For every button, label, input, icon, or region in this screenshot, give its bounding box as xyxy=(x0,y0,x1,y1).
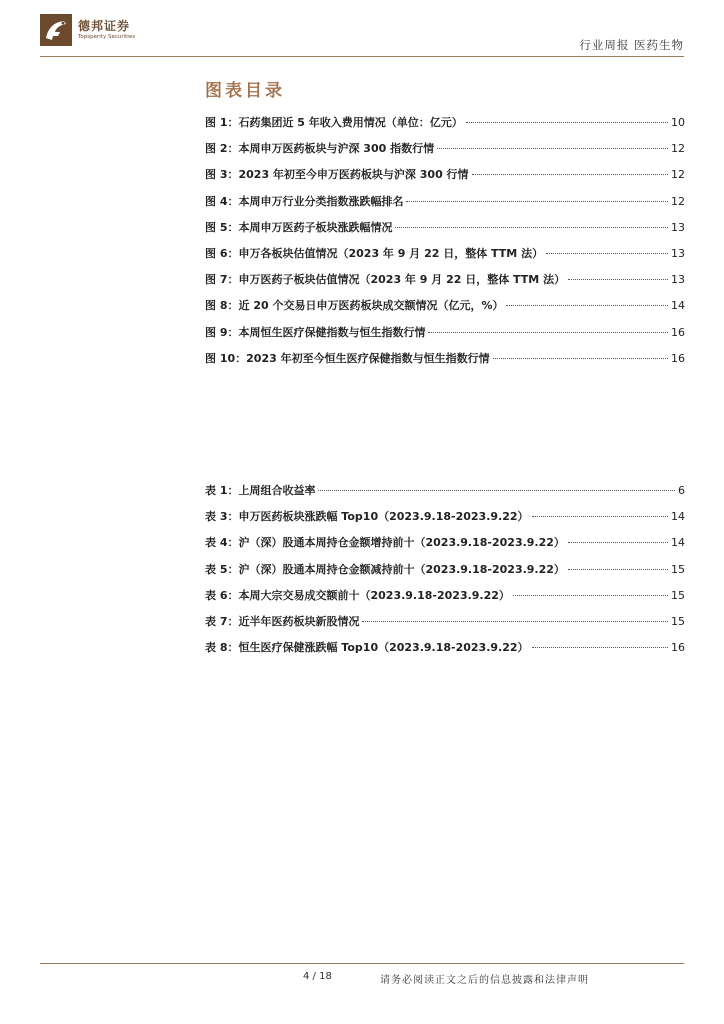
toc-label: 表 6：本周大宗交易成交额前十（2023.9.18-2023.9.22） xyxy=(205,588,510,602)
toc-entry-figure-3[interactable] xyxy=(205,166,685,192)
toc-entry-figure-4[interactable] xyxy=(205,193,685,219)
logo-text-cn: 德邦证券 xyxy=(78,19,131,33)
page-number: 4 / 18 xyxy=(303,971,332,982)
logo-text-en: Topsperity Securities xyxy=(78,34,136,40)
toc-entry-figure-6[interactable] xyxy=(205,245,685,271)
toc-page-number: 16 xyxy=(671,325,685,339)
footer-divider xyxy=(40,963,684,964)
toc-leader xyxy=(546,253,668,254)
toc-page-number: 10 xyxy=(671,116,685,129)
toc-label: 表 4：沪（深）股通本周持仓金额增持前十（2023.9.18-2023.9.22） xyxy=(205,536,565,550)
toc-leader xyxy=(568,569,668,570)
toc-entry-figure-9[interactable] xyxy=(205,324,685,350)
disclaimer-note: 请务必阅读正文之后的信息披露和法律声明 xyxy=(380,975,589,986)
toc-entry-figure-7[interactable] xyxy=(205,271,685,297)
toc-leader xyxy=(493,358,668,359)
toc-label: 图 2：本周申万医药板块与沪深 300 指数行情 xyxy=(205,142,435,156)
toc-label: 表 7：近半年医药板块新股情况 xyxy=(205,614,360,628)
toc-leader xyxy=(532,647,668,648)
toc-leader xyxy=(406,201,668,202)
toc-label: 表 8：恒生医疗保健涨跌幅 Top10（2023.9.18-2023.9.22） xyxy=(205,641,529,655)
toc-label: 表 3：申万医药板块涨跌幅 Top10（2023.9.18-2023.9.22） xyxy=(205,510,529,524)
toc-page-number: 6 xyxy=(678,484,685,497)
toc-entry-table-7[interactable] xyxy=(205,613,685,639)
table-list xyxy=(205,482,685,665)
toc-label: 图 7：申万医药子板块估值情况（2023 年 9 月 22 日，整体 TTM 法） xyxy=(205,273,566,287)
toc-page-number: 14 xyxy=(671,510,685,524)
toc-label: 表 1：上周组合收益率 xyxy=(205,484,316,497)
toc-label: 图 3：2023 年初至今申万医药板块与沪深 300 行情 xyxy=(205,168,469,182)
toc-label: 图 9：本周恒生医疗保健指数与恒生指数行情 xyxy=(205,325,426,339)
toc-entry-figure-2[interactable] xyxy=(205,140,685,166)
toc-page-number: 14 xyxy=(671,536,685,550)
figure-list xyxy=(205,114,685,376)
toc-label: 图 8：近 20 个交易日申万医药板块成交额情况（亿元，%） xyxy=(205,299,504,313)
toc-leader xyxy=(513,595,668,596)
toc-page-number: 15 xyxy=(671,614,685,628)
toc-leader xyxy=(506,305,668,306)
toc-entry-figure-10[interactable] xyxy=(205,350,685,376)
toc-entry-figure-1[interactable] xyxy=(205,114,685,140)
toc-label: 图 6：申万各板块估值情况（2023 年 9 月 22 日，整体 TTM 法） xyxy=(205,246,544,260)
toc-leader xyxy=(568,542,668,543)
toc-page-number: 16 xyxy=(671,641,685,655)
company-logo xyxy=(40,14,160,48)
toc-page-number: 12 xyxy=(671,142,685,156)
toc-leader xyxy=(472,174,668,175)
toc-label: 图 10：2023 年初至今恒生医疗保健指数与恒生指数行情 xyxy=(205,351,490,365)
toc-page-number: 15 xyxy=(671,562,685,576)
toc-leader xyxy=(532,516,668,517)
toc-entry-table-6[interactable] xyxy=(205,587,685,613)
toc-entry-table-8[interactable] xyxy=(205,639,685,665)
toc-label: 图 4：本周申万行业分类指数涨跌幅排名 xyxy=(205,194,404,208)
toc-leader xyxy=(568,279,668,280)
toc-entry-figure-8[interactable] xyxy=(205,297,685,323)
toc-title: 图表目录 xyxy=(205,81,285,101)
toc-page-number: 12 xyxy=(671,194,685,208)
report-category: 行业周报 医药生物 xyxy=(579,38,684,52)
toc-entry-figure-5[interactable] xyxy=(205,219,685,245)
toc-leader xyxy=(395,227,668,228)
toc-entry-table-5[interactable] xyxy=(205,561,685,587)
toc-entry-table-1[interactable] xyxy=(205,482,685,508)
logo-mark-icon xyxy=(40,14,72,46)
toc-entry-table-4[interactable] xyxy=(205,534,685,560)
toc-entry-table-3[interactable] xyxy=(205,508,685,534)
toc-page-number: 14 xyxy=(671,299,685,313)
toc-leader xyxy=(437,148,668,149)
toc-leader xyxy=(428,332,668,333)
toc-page-number: 12 xyxy=(671,168,685,182)
toc-leader xyxy=(318,490,675,491)
toc-label: 表 5：沪（深）股通本周持仓金额减持前十（2023.9.18-2023.9.22） xyxy=(205,562,565,576)
toc-leader xyxy=(466,122,668,123)
toc-label: 图 1：石药集团近 5 年收入费用情况（单位：亿元） xyxy=(205,116,463,129)
header-divider xyxy=(40,56,684,57)
toc-page-number: 13 xyxy=(671,246,685,260)
toc-label: 图 5：本周申万医药子板块涨跌幅情况 xyxy=(205,220,393,234)
toc-page-number: 15 xyxy=(671,588,685,602)
toc-page-number: 13 xyxy=(671,220,685,234)
toc-page-number: 16 xyxy=(671,351,685,365)
toc-page-number: 13 xyxy=(671,273,685,287)
toc-leader xyxy=(362,621,668,622)
